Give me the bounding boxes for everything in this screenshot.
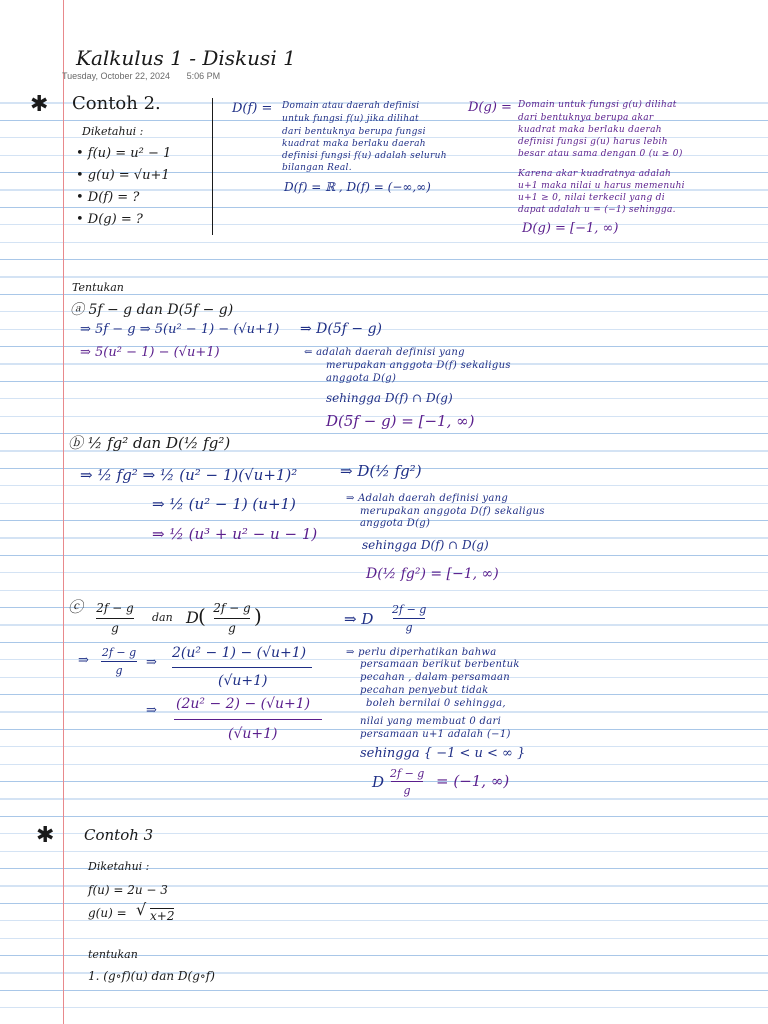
part-c-right5: boleh bernilai 0 sehingga,: [366, 698, 506, 709]
tentukan-label: Tentukan: [72, 281, 124, 294]
part-c-frac-num: 2f − g: [96, 601, 134, 615]
part-a-right3: merupakan anggota D(f) sekaligus: [326, 360, 511, 371]
contoh3-tentukan: tentukan: [88, 948, 138, 961]
part-c-arrow-d-num: 2f − g: [392, 603, 427, 616]
radical-sign: √: [136, 900, 147, 919]
part-c-step1-den: (√u+1): [218, 673, 268, 689]
part-c-result-d: D: [372, 773, 385, 791]
part-c-result-val: = (−1, ∞): [436, 772, 510, 790]
part-c-right3: pecahan , dalam persamaan: [360, 672, 510, 683]
dg-result: D(g) = [−1, ∞): [522, 221, 619, 236]
paren-left: (: [198, 604, 206, 628]
fraction-bar: [101, 661, 137, 662]
dg-text-3: kuadrat maka berlaku daerah: [518, 125, 662, 135]
paren-right: ): [254, 604, 262, 628]
column-divider: [212, 98, 213, 235]
part-a-line1: ⇒ 5f − g ⇒ 5(u² − 1) − (√u+1): [80, 322, 280, 337]
given-dg: • D(g) = ?: [76, 212, 143, 227]
part-c-mark: ⓒ: [68, 598, 84, 616]
part-c-right7: persamaan u+1 adalah (−1): [360, 729, 511, 740]
note-timestamp: [62, 71, 234, 81]
part-c-result-num: 2f − g: [390, 767, 425, 780]
part-c-right8: sehingga { −1 < u < ∞ }: [360, 746, 526, 761]
part-c-arrow-3: ⇒: [146, 703, 157, 718]
part-b-right3: merupakan anggota D(f) sekaligus: [360, 506, 545, 517]
df-text-6: bilangan Real.: [282, 163, 352, 173]
df-text-1: Domain atau daerah definisi: [282, 101, 420, 111]
contoh3-g-label: g(u) =: [88, 906, 127, 920]
given-df: • D(f) = ?: [76, 190, 140, 205]
part-a-right5: sehingga D(f) ∩ D(g): [326, 391, 453, 405]
part-c-d-num: 2f − g: [213, 601, 251, 615]
dg-text2-3: u+1 ≥ 0, nilai terkecil yang di: [518, 193, 665, 203]
df-text-3: dari bentuknya berupa fungsi: [282, 127, 426, 137]
margin-line: [63, 0, 64, 1024]
fraction-bar: [214, 618, 250, 619]
part-a-right4: anggota D(g): [326, 373, 397, 384]
note-time: 5:06 PM: [186, 71, 221, 81]
part-a-result: D(5f − g) = [−1, ∞): [326, 412, 475, 430]
part-b-right4: anggota D(g): [360, 518, 431, 529]
asterisk-bullet: ✱: [30, 92, 49, 117]
part-b-line3: ⇒ ½ (u³ + u² − u − 1): [152, 525, 318, 543]
part-b-result: D(½ fg²) = [−1, ∞): [366, 566, 499, 582]
contoh3-g-radicand: x+2: [150, 909, 175, 923]
contoh3-diketahui: Diketahui :: [88, 860, 150, 873]
part-c-right6: nilai yang membuat 0 dari: [360, 716, 502, 727]
fraction-bar: [391, 781, 423, 782]
given-f: • f(u) = u² − 1: [76, 146, 172, 161]
dg-label: D(g) =: [468, 100, 512, 115]
fraction-bar: [172, 667, 312, 668]
part-b-line1: ⇒ ½ fg² ⇒ ½ (u² − 1)(√u+1)²: [80, 466, 298, 484]
part-a-line2: ⇒ 5(u² − 1) − (√u+1): [80, 345, 220, 360]
df-text-2: untuk fungsi f(u) jika dilihat: [282, 114, 419, 124]
asterisk-bullet: ✱: [36, 823, 55, 848]
part-c-frac2-num: 2f − g: [101, 646, 137, 659]
diketahui-label: Diketahui :: [82, 125, 144, 138]
df-text-4: kuadrat maka berlaku daerah: [282, 139, 426, 149]
df-text-5: definisi fungsi f(u) adalah seluruh: [282, 151, 447, 161]
part-b-line2: ⇒ ½ (u² − 1) (u+1): [152, 495, 296, 513]
part-c-arrow-2: ⇒: [146, 655, 157, 670]
part-c-result-den: g: [403, 784, 411, 797]
part-c-arrow-d: ⇒ D: [344, 610, 374, 628]
fraction-bar: [96, 618, 134, 619]
part-b-right5: sehingga D(f) ∩ D(g): [362, 538, 489, 552]
part-c-right4: pecahan penyebut tidak: [360, 685, 489, 696]
df-result: D(f) = ℝ , D(f) = (−∞,∞): [284, 180, 431, 194]
part-c-step2-den: (√u+1): [228, 726, 278, 742]
part-c-step1-num: 2(u² − 1) − (√u+1): [172, 645, 307, 661]
dg-text-4: definisi fungsi g(u) harus lebih: [518, 137, 668, 147]
page-title[interactable]: Kalkulus 1 - Diskusi 1: [76, 46, 296, 70]
part-b-right1: ⇒ D(½ fg²): [340, 462, 422, 480]
part-c-frac2-den: g: [115, 664, 123, 677]
part-c-right2: persamaan berikut berbentuk: [360, 659, 520, 670]
part-c-step2-num: (2u² − 2) − (√u+1): [176, 696, 311, 712]
dg-text-1: Domain untuk fungsi g(u) dilihat: [518, 100, 677, 110]
part-c-arrow-d-den: g: [405, 621, 413, 634]
part-c-arrow-1: ⇒: [78, 653, 89, 668]
df-label: D(f) =: [232, 101, 273, 116]
part-a-right2: ⇐ adalah daerah definisi yang: [304, 347, 465, 358]
part-a-heading: ⓐ 5f − g dan D(5f − g): [70, 302, 234, 318]
fraction-bar: [393, 618, 425, 619]
part-c-frac-den: g: [111, 621, 119, 635]
part-c-dan: dan: [152, 611, 173, 624]
note-date: Tuesday, October 22, 2024: [62, 71, 171, 81]
dg-text2-2: u+1 maka nilai u harus memenuhi: [518, 181, 685, 191]
dg-text2-4: dapat adalah u = (−1) sehingga.: [518, 205, 676, 215]
contoh2-heading: Contoh 2.: [72, 93, 161, 114]
part-c-d-label: D: [186, 608, 199, 627]
dg-text-2: dari bentuknya berupa akar: [518, 113, 654, 123]
dg-text-5: besar atau sama dengan 0 (u ≥ 0): [518, 149, 683, 159]
part-c-right1: ⇒ perlu diperhatikan bahwa: [346, 647, 497, 658]
part-c-d-den: g: [228, 621, 236, 635]
dg-text2-1: Karena akar kuadratnya adalah: [518, 169, 672, 179]
part-b-right2: ⇒ Adalah daerah definisi yang: [346, 493, 509, 504]
fraction-bar: [174, 719, 322, 720]
contoh3-heading: Contoh 3: [84, 826, 154, 844]
contoh3-f: f(u) = 2u − 3: [88, 883, 168, 897]
contoh3-item1: 1. (g∘f)(u) dan D(g∘f): [88, 969, 215, 983]
part-b-heading: ⓑ ½ fg² dan D(½ fg²): [68, 434, 231, 452]
given-g: • g(u) = √u+1: [76, 168, 170, 183]
part-a-right1: ⇒ D(5f − g): [300, 321, 383, 337]
